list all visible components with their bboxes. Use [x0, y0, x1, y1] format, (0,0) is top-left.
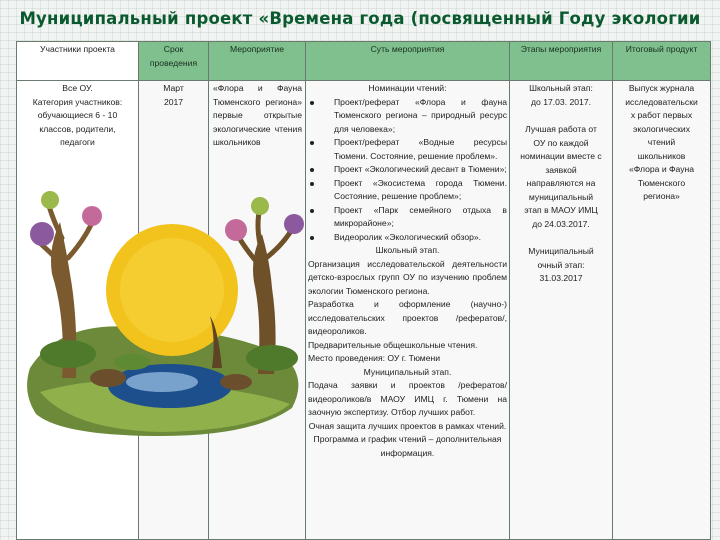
rock-shape — [90, 369, 126, 387]
header-period: Срок проведения — [139, 42, 209, 81]
school-stage-text: Организация исследовательской деятельности детско-взрослых групп ОУ по изучению проблем экологии Тюменского региона. — [308, 258, 507, 296]
participants-line: обучающиеся 6 - 10 — [37, 110, 118, 120]
foliage-shape — [82, 206, 102, 226]
tree-branch — [236, 208, 294, 268]
bullet-icon — [308, 204, 334, 231]
nature-illustration — [22, 178, 310, 440]
nominations-heading: Номинации чтений: — [368, 83, 447, 93]
product-line: Тюменского — [637, 177, 686, 188]
municipal-stage-title: Муниципальный этап. — [363, 366, 452, 377]
stage-line: ОУ по каждой — [533, 137, 589, 148]
stage-line: до 24.03.2017. — [532, 218, 590, 229]
nomination-text: Проект/реферат «Флора и фауна Тюменского региона – природный ресурс для человека»; — [334, 96, 507, 134]
nomination-item — [308, 177, 507, 204]
stage-line: номинации вместе с — [520, 151, 602, 161]
nomination-text: Проект «Парк семейного отдыха в микрорайоне»; — [334, 204, 507, 228]
product-line: Выпуск журнала — [628, 83, 695, 93]
stage-line: очный этап: — [537, 259, 585, 270]
header-row — [17, 42, 711, 81]
product-line: чтений — [647, 137, 676, 147]
nomination-item — [308, 96, 507, 137]
submission-text: Подача заявки и проектов /рефератов/видеороликов/в МАОУ ИМЦ г. Тюмени на заочную экспертизу. Отбор лучших работ. — [308, 380, 507, 417]
nomination-text: Проект «Экологический десант в Тюмени»; — [334, 164, 507, 174]
cell-stages — [510, 81, 613, 540]
product-line: «Флора и Фауна — [628, 164, 695, 174]
stage-line: до 17.03. 2017. — [531, 96, 591, 107]
header-event: Мероприятие — [209, 42, 306, 81]
bush-shape — [114, 354, 150, 370]
product-line: школьников — [637, 150, 686, 161]
nomination-text: Проект «Экосистема города Тюмени. Состояние, решение проблем»; — [334, 177, 507, 201]
stage-line: Лучшая работа от — [525, 124, 597, 134]
sun-core — [120, 238, 224, 342]
period-month: Март — [163, 83, 184, 93]
bullet-icon — [308, 231, 334, 245]
bush-shape — [246, 345, 298, 371]
cell-product — [613, 81, 711, 540]
bush-shape — [40, 340, 96, 368]
header-participants: Участники проекта — [17, 42, 139, 81]
nomination-text: Видеоролик «Экологический обзор». — [334, 231, 482, 242]
nomination-text: Проект/реферат «Водные ресурсы Тюмени. Состояние, решение проблем». — [334, 137, 507, 161]
bullet-icon — [308, 177, 334, 204]
stage-line: заявкой — [545, 164, 577, 175]
stage-line: Школьный этап: — [529, 83, 593, 93]
nomination-item — [308, 136, 507, 163]
participants-line: классов, родители, — [39, 123, 116, 134]
bullet-icon — [308, 96, 334, 137]
foliage-shape — [284, 214, 304, 234]
nomination-item — [308, 163, 507, 177]
defense-text: Очная защита лучших проектов в рамках чтений. Программа и график чтений – дополнительная информация. — [308, 420, 507, 458]
nomination-item — [308, 204, 507, 231]
bullet-icon — [308, 136, 334, 163]
header-stages: Этапы мероприятия — [510, 42, 613, 81]
header-essence: Суть мероприятия — [306, 42, 510, 81]
product-line: исследовательски — [625, 96, 698, 107]
preliminary-text: Предварительные общешкольные чтения. — [308, 339, 478, 350]
stage-line: Муниципальный — [528, 246, 594, 256]
page-title: Муниципальный проект «Времена года (посвященный Году экологии — [19, 9, 701, 28]
product-line: х работ первых — [630, 110, 693, 120]
event-text: «Флора и Фауна Тюменского региона» первые открытые экологические чтения школьников — [213, 83, 302, 147]
participants-line: Все ОУ. — [62, 83, 93, 93]
stage-line: этап в МАОУ ИМЦ — [524, 205, 598, 215]
nomination-item — [308, 231, 507, 245]
product-line: экологических — [632, 123, 691, 134]
stage-line: 31.03.2017 — [539, 273, 583, 283]
foliage-shape — [251, 197, 269, 215]
school-stage-title: Школьный этап. — [375, 245, 440, 255]
development-text: Разработка и оформление (научно-) исследовательских проектов /рефератов/, видеороликов. — [308, 299, 507, 336]
period-year: 2017 — [163, 96, 184, 107]
participants-line: педагоги — [60, 137, 95, 147]
cell-essence — [306, 81, 510, 540]
product-line: региона» — [643, 191, 680, 201]
foliage-shape — [225, 219, 247, 241]
bullet-icon — [308, 163, 334, 177]
stage-line: направляются на — [526, 178, 596, 188]
participants-line: Категория участников: — [32, 96, 123, 107]
foliage-shape — [41, 191, 59, 209]
venue-text: Место проведения: ОУ г. Тюмени — [308, 353, 441, 363]
header-product: Итоговый продукт — [613, 42, 711, 81]
stage-line: муниципальный — [528, 191, 594, 202]
foliage-shape — [30, 222, 54, 246]
pond-reflection — [126, 372, 198, 392]
rock-shape — [220, 374, 252, 390]
